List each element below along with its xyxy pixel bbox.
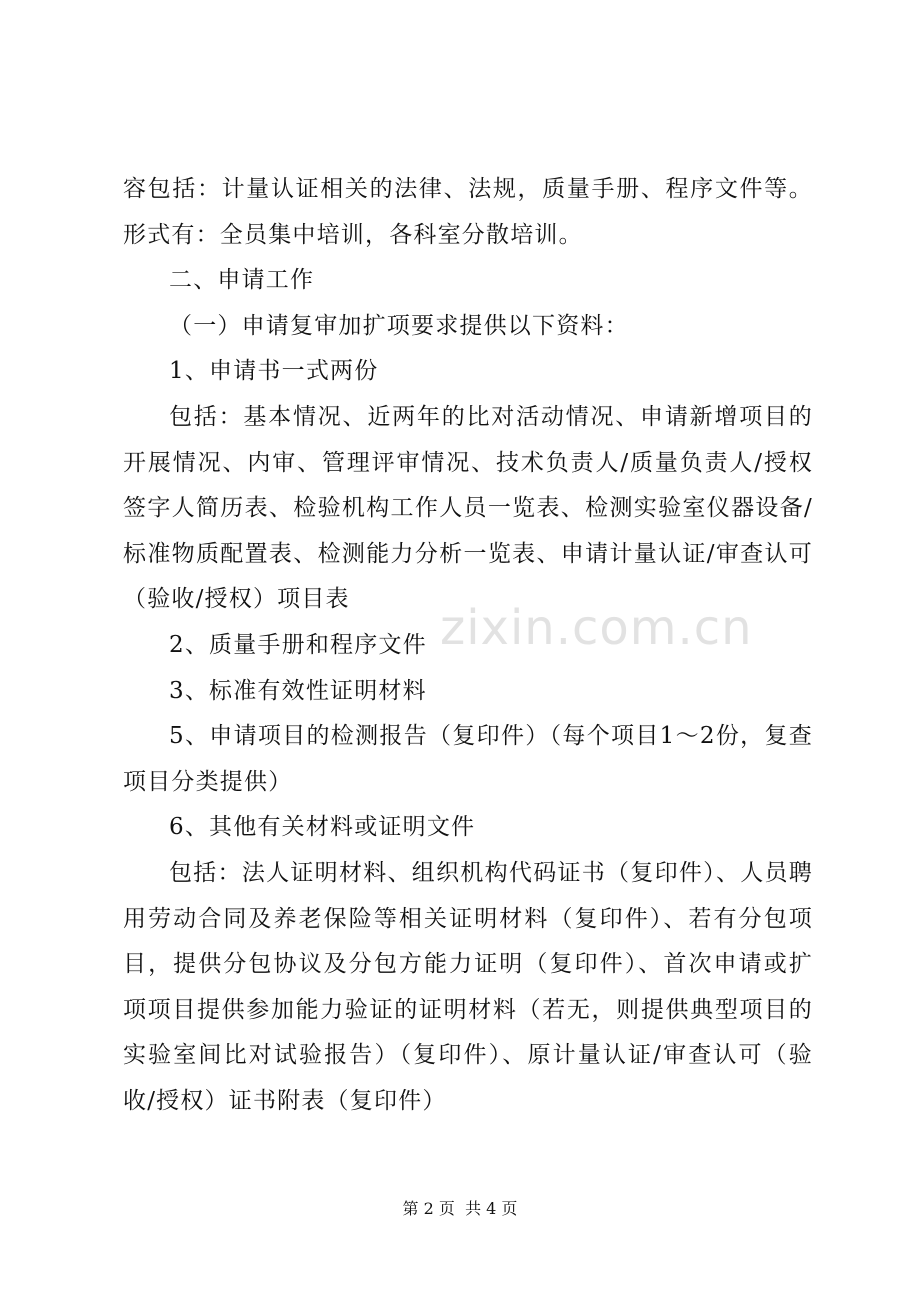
heading-application-work: 二、申请工作 — [169, 267, 315, 294]
page-footer — [0, 1196, 920, 1219]
page-number-current: 第 2 页 — [402, 1199, 455, 1218]
paragraph-other-materials-contents: 包括：法人证明材料、组织机构代码证书（复印件）、人员聘用劳动合同及养老保险等相关证明材料（复印件）、若有分包项目，提供分包协议及分包方能力证明（复印件）、首次申请或扩项项目提供参加能力验证的证明材料（若无，则提供典型项目的实验室间比对试验报告）（复印件）、原计量认证/审查认可（验收/授权）证书附表（复印件） — [123, 859, 813, 1114]
page-number-total: 共 4 页 — [465, 1199, 518, 1218]
list-item-test-reports: 5、申请项目的检测报告（复印件）（每个项目1～2份，复查项目分类提供） — [123, 723, 813, 795]
subheading-required-materials: （一）申请复审加扩项要求提供以下资料： — [169, 312, 629, 339]
paragraph-intro-continued: 容包括：计量认证相关的法律、法规，质量手册、程序文件等。形式有：全员集中培训，各科室分散培训。 — [123, 176, 813, 248]
list-item-application-form: 1、申请书一式两份 — [169, 358, 379, 385]
list-item-quality-manual: 2、质量手册和程序文件 — [169, 631, 427, 658]
list-item-other-materials: 6、其他有关材料或证明文件 — [169, 814, 476, 841]
watermark: zixin.com.cn — [440, 600, 753, 656]
paragraph-application-form-contents: 包括：基本情况、近两年的比对活动情况、申请新增项目的开展情况、内审、管理评审情况、技术负责人/质量负责人/授权签字人简历表、检验机构工作人员一览表、检测实验室仪器设备/标准物质配置表、检测能力分析一览表、申请计量认证/审查认可（验收/授权）项目表 — [123, 403, 813, 613]
list-item-standard-validity: 3、标准有效性证明材料 — [169, 677, 427, 704]
